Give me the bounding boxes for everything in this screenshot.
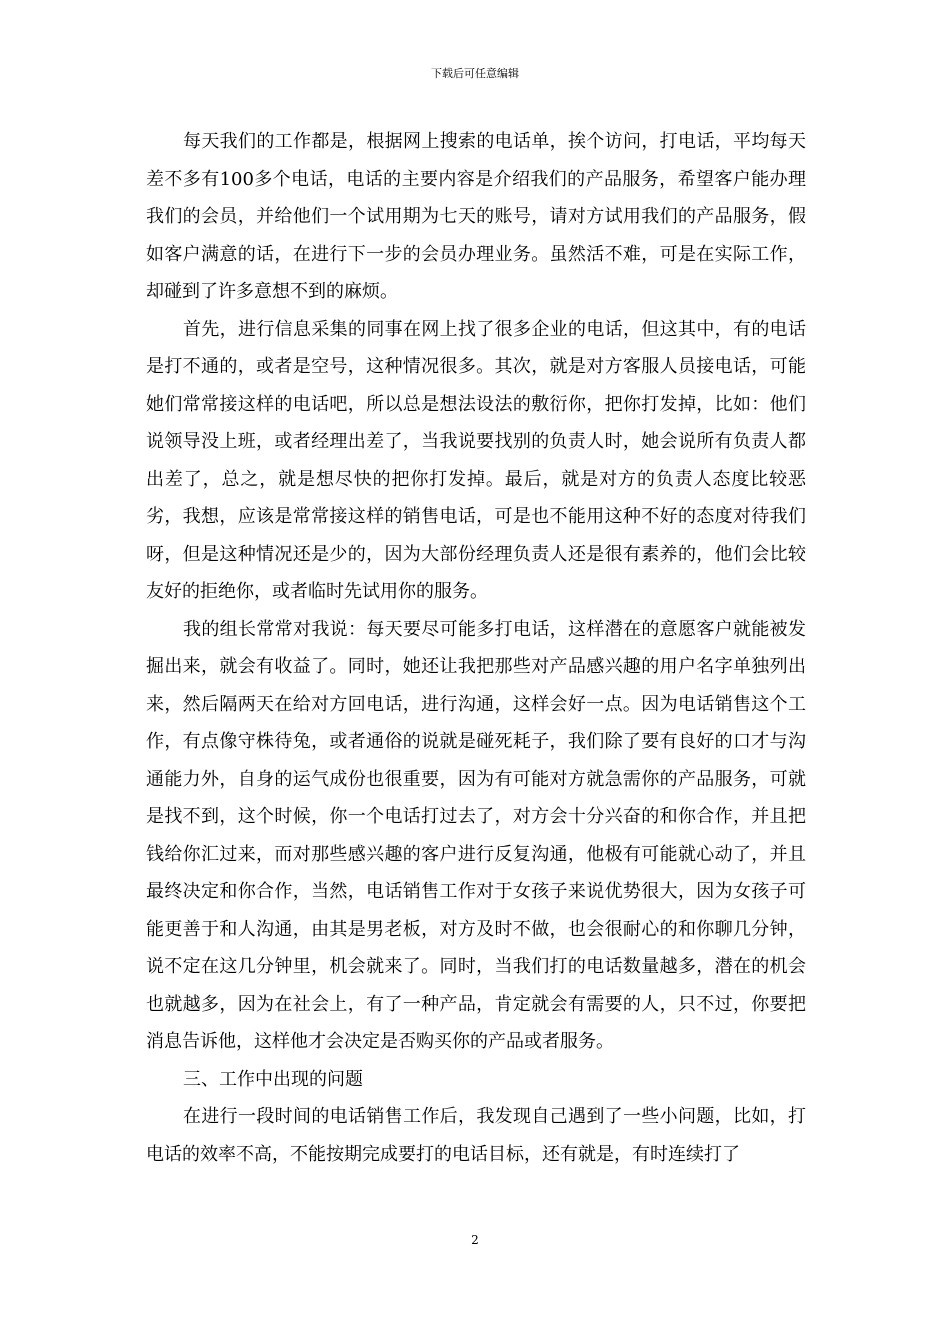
- section-heading: 三、工作中出现的问题: [183, 1068, 363, 1090]
- paragraph-issues-intro: 在进行一段时间的电话销售工作后，我发现自己遇到了一些小问题，比如，打电话的效率不高，不能按期完成要打的电话目标，还有就是，有时连续打了: [146, 1106, 806, 1165]
- paragraph-team-leader-advice: 我的组长常常对我说：每天要尽可能多打电话，这样潜在的意愿客户就能被发掘出来，就会有收益了。同时，她还让我把那些对产品感兴趣的用户名字单独列出来，然后隔两天在给对方回电话，进行沟通，这样会好一点。因为电话销售这个工作，有点像守株待兔，或者通俗的说就是碰死耗子，我们除了要有良好的口才与沟通能力外，自身的运气成份也很重要，因为有可能对方就急需你的产品服务，可就是找不到，这个时候，你一个电话打过去了，对方会十分兴奋的和你合作，并且把钱给你汇过来，而对那些感兴趣的客户进行反复沟通，他极有可能就心动了，并且最终决定和你合作，当然，电话销售工作对于女孩子来说优势很大，因为女孩子可能更善于和人沟通，由其是男老板，对方及时不做，也会很耐心的和你聊几分钟，说不定在这几分钟里，机会就来了。同时，当我们打的电话数量越多，潜在的机会也就越多，因为在社会上，有了一种产品，肯定就会有需要的人，只不过，你要把消息告诉他，这样他才会决定是否购买你的产品或者服务。: [146, 618, 806, 1052]
- page-header: 下载后可任意编辑: [431, 67, 519, 80]
- document-body: [146, 123, 806, 1173]
- paragraph-daily-work: 每天我们的工作都是，根据网上搜索的电话单，挨个访问，打电话，平均每天差不多有100多个电话，电话的主要内容是介绍我们的产品服务，希望客户能办理我们的会员，并给他们一个试用期为七天的账号，请对方试用我们的产品服务，假如客户满意的话，在进行下一步的会员办理业务。虽然活不难，可是在实际工作，却碰到了许多意想不到的麻烦。: [146, 131, 806, 302]
- page-number: 2: [471, 1233, 479, 1247]
- paragraph-problems-encountered: 首先，进行信息采集的同事在网上找了很多企业的电话，但这其中，有的电话是打不通的，或者是空号，这种情况很多。其次，就是对方客服人员接电话，可能她们常常接这样的电话吧，所以总是想法设法的敷衍你，把你打发掉，比如：他们说领导没上班，或者经理出差了，当我说要找别的负责人时，她会说所有负责人都出差了，总之，就是想尽快的把你打发掉。最后，就是对方的负责人态度比较恶劣，我想，应该是常常接这样的销售电话，可是也不能用这种不好的态度对待我们呀，但是这种情况还是少的，因为大部份经理负责人还是很有素养的，他们会比较友好的拒绝你，或者临时先试用你的服务。: [146, 318, 806, 602]
